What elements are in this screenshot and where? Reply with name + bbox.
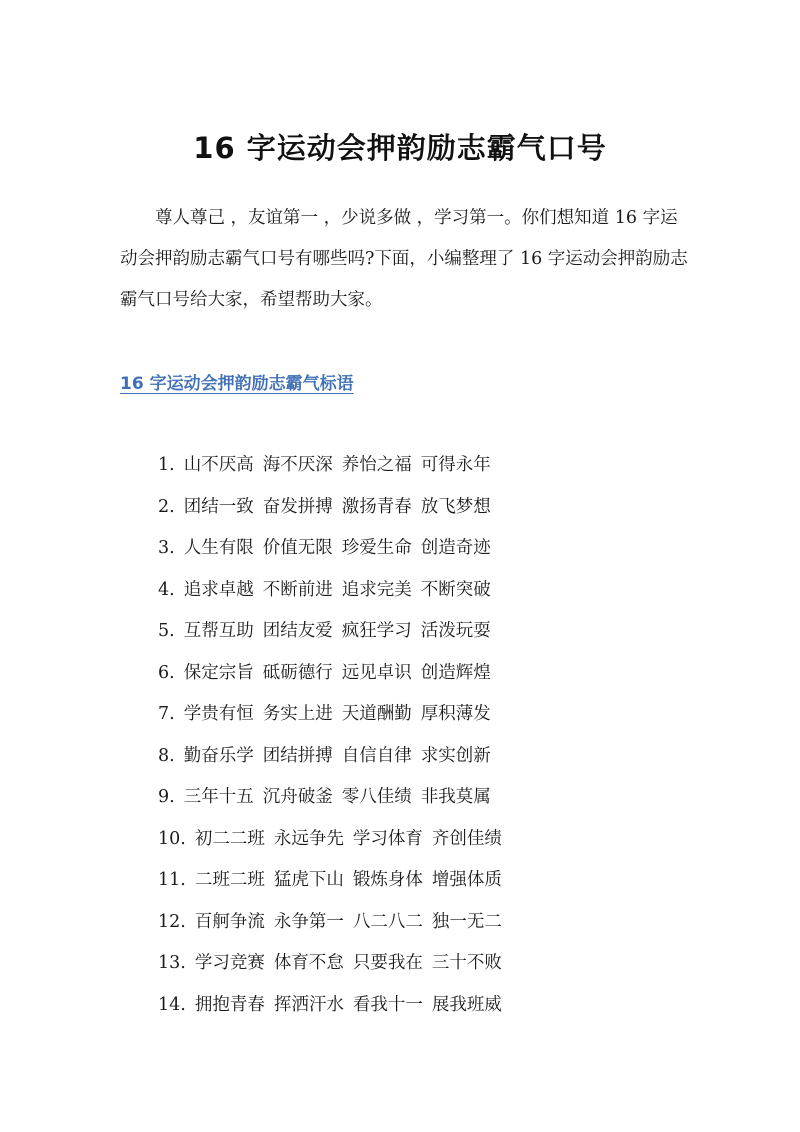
list-item xyxy=(158,989,502,1031)
slogan-phrase: 人生有限 xyxy=(183,538,254,558)
slogan-phrase: 沉舟破釜 xyxy=(262,787,333,807)
slogan-phrase: 三十不败 xyxy=(431,953,502,973)
slogan-phrase: 齐创佳绩 xyxy=(431,828,502,849)
slogan-phrase: 追求卓越 xyxy=(183,579,254,600)
item-number: 3. xyxy=(158,538,175,558)
slogan-phrase: 看我十一 xyxy=(352,994,423,1015)
item-number: 5. xyxy=(158,621,175,641)
slogan-phrase: 零八佳绩 xyxy=(341,787,412,807)
list-item xyxy=(158,698,502,740)
item-number: 9. xyxy=(158,787,175,807)
slogan-phrase: 锻炼身体 xyxy=(352,870,423,890)
slogan-phrase: 永远争先 xyxy=(273,828,344,849)
slogan-phrase: 团结友爱 xyxy=(262,621,333,641)
intro-paragraph: 尊人尊己 ，友谊第一 ，少说多做 ，学习第一。你们想知道 16 字运动会押韵励志霸气口号有哪些吗?下面，小编整理了 16 字运动会押韵励志霸气口号给大家，希望帮助大家。 xyxy=(120,208,688,310)
slogan-phrase: 体育不怠 xyxy=(273,953,344,973)
slogan-phrase: 永争第一 xyxy=(273,911,344,932)
slogan-phrase: 八二八二 xyxy=(352,911,423,932)
list-item xyxy=(158,532,502,574)
slogan-phrase: 激扬青春 xyxy=(341,496,412,517)
slogan-phrase: 珍爱生命 xyxy=(341,538,412,558)
slogan-phrase: 天道酬勤 xyxy=(341,704,412,724)
slogan-phrase: 不断前进 xyxy=(262,579,333,600)
slogan-phrase: 勤奋乐学 xyxy=(183,745,254,766)
slogan-phrase: 奋发拼搏 xyxy=(262,496,333,517)
slogan-phrase: 活泼玩耍 xyxy=(420,621,491,641)
slogan-phrase: 疯狂学习 xyxy=(341,621,412,641)
slogan-phrase: 可得永年 xyxy=(420,455,491,475)
slogan-phrase: 展我班威 xyxy=(431,994,502,1015)
slogan-phrase: 只要我在 xyxy=(352,953,423,973)
item-number: 8. xyxy=(158,745,175,766)
list-item xyxy=(158,947,502,989)
document-title: 16 字运动会押韵励志霸气口号 xyxy=(193,131,607,165)
slogan-phrase: 务实上进 xyxy=(262,704,333,724)
slogan-phrase: 求实创新 xyxy=(420,745,491,766)
list-item xyxy=(158,574,502,616)
slogan-phrase: 价值无限 xyxy=(262,538,333,558)
slogan-phrase: 互帮互助 xyxy=(183,621,254,641)
slogan-phrase: 自信自律 xyxy=(341,745,412,766)
item-number: 13. xyxy=(158,953,186,973)
item-number: 11. xyxy=(158,870,186,890)
item-number: 1. xyxy=(158,455,175,475)
slogan-phrase: 砥砺德行 xyxy=(262,662,333,683)
list-item xyxy=(158,657,502,699)
list-item xyxy=(158,491,502,533)
slogan-phrase: 放飞梦想 xyxy=(420,496,491,517)
slogan-phrase: 养怡之福 xyxy=(341,455,412,475)
list-item xyxy=(158,823,502,865)
slogan-phrase: 远见卓识 xyxy=(341,662,412,683)
slogan-phrase: 初二二班 xyxy=(194,828,265,849)
slogan-phrase: 拥抱青春 xyxy=(194,994,265,1015)
slogan-phrase: 团结一致 xyxy=(183,496,254,517)
slogan-phrase: 三年十五 xyxy=(183,787,254,807)
item-number: 14. xyxy=(158,994,186,1015)
slogan-phrase: 增强体质 xyxy=(431,870,502,890)
list-item xyxy=(158,615,502,657)
slogan-phrase: 学习体育 xyxy=(352,828,423,849)
item-number: 2. xyxy=(158,496,175,517)
section-heading-link[interactable]: 16 字运动会押韵励志霸气标语 xyxy=(120,374,354,394)
slogan-phrase: 二班二班 xyxy=(194,870,265,890)
slogan-phrase: 山不厌高 xyxy=(183,455,254,475)
item-number: 12. xyxy=(158,911,186,932)
slogan-phrase: 挥洒汗水 xyxy=(273,994,344,1015)
list-item xyxy=(158,906,502,948)
slogan-phrase: 猛虎下山 xyxy=(273,870,344,890)
slogan-phrase: 非我莫属 xyxy=(420,787,491,807)
list-item xyxy=(158,449,502,491)
slogan-list xyxy=(158,449,502,1030)
slogan-phrase: 厚积薄发 xyxy=(420,704,491,724)
slogan-phrase: 不断突破 xyxy=(420,579,491,600)
list-item xyxy=(158,781,502,823)
slogan-phrase: 创造辉煌 xyxy=(420,662,491,683)
item-number: 10. xyxy=(158,828,186,849)
slogan-phrase: 创造奇迹 xyxy=(420,538,491,558)
slogan-phrase: 保定宗旨 xyxy=(183,662,254,683)
slogan-phrase: 独一无二 xyxy=(431,911,502,932)
slogan-phrase: 学习竞赛 xyxy=(194,953,265,973)
slogan-phrase: 追求完美 xyxy=(341,579,412,600)
item-number: 6. xyxy=(158,662,175,683)
slogan-phrase: 学贵有恒 xyxy=(183,704,254,724)
item-number: 4. xyxy=(158,579,175,600)
item-number: 7. xyxy=(158,704,175,724)
slogan-phrase: 海不厌深 xyxy=(262,455,333,475)
list-item xyxy=(158,864,502,906)
list-item xyxy=(158,740,502,782)
slogan-phrase: 团结拼搏 xyxy=(262,745,333,766)
slogan-phrase: 百舸争流 xyxy=(194,911,265,932)
